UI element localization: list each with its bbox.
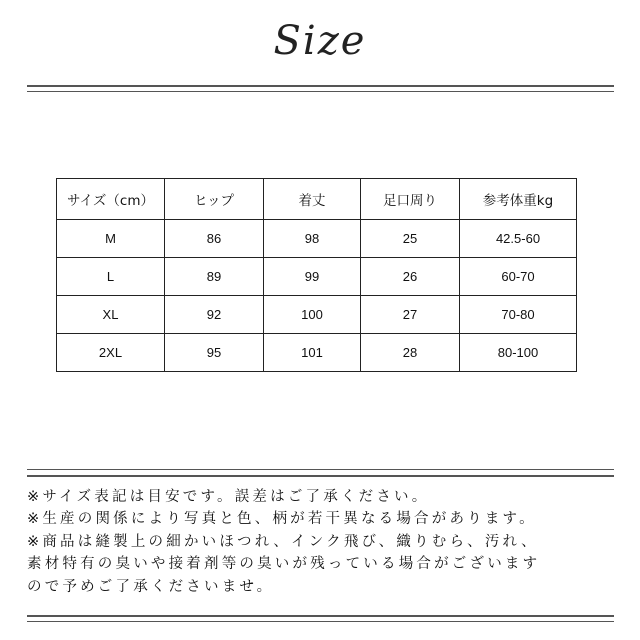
page-title: Size [273,18,367,64]
cell-length: 101 [264,334,361,372]
divider-top-thin [27,91,614,92]
cell-leg-opening: 25 [361,220,460,258]
note-line: ※生産の関係により写真と色、柄が若干異なる場合があります。 [27,511,537,528]
table-row [57,296,577,334]
table-row [57,334,577,372]
table-row [57,220,577,258]
cell-weight: 42.5-60 [460,220,577,258]
cell-hip: 95 [165,334,264,372]
table-row [57,258,577,296]
header-hip: ヒップ [165,179,264,220]
note-line: ので予めご了承くださいませ。 [27,578,275,595]
cell-hip: 86 [165,220,264,258]
note-line: 素材特有の臭いや接着剤等の臭いが残っている場合がございます [27,556,541,573]
cell-length: 100 [264,296,361,334]
cell-length: 99 [264,258,361,296]
divider-bottom-thick [27,615,614,617]
header-leg-opening: 足口周り [361,179,460,220]
cell-size: M [57,220,165,258]
note-line: ※商品は縫製上の細かいほつれ、インク飛び、織りむら、汚れ、 [27,533,539,550]
size-table [56,178,577,372]
divider-notes-top-thin [27,469,614,470]
cell-leg-opening: 28 [361,334,460,372]
header-weight: 参考体重kg [460,179,577,220]
divider-notes-top-thick [27,475,614,477]
table-header-row [57,179,577,220]
cell-weight: 80-100 [460,334,577,372]
cell-hip: 89 [165,258,264,296]
cell-length: 98 [264,220,361,258]
divider-top-thick [27,85,614,87]
divider-bottom-thin [27,621,614,622]
cell-size: 2XL [57,334,165,372]
header-size: サイズ（cm） [57,179,165,220]
cell-size: XL [57,296,165,334]
notes-block [27,486,627,598]
cell-weight: 60-70 [460,258,577,296]
cell-size: L [57,258,165,296]
note-line: ※サイズ表記は目安です。誤差はご了承ください。 [27,489,430,505]
cell-weight: 70-80 [460,296,577,334]
header-length: 着丈 [264,179,361,220]
cell-hip: 92 [165,296,264,334]
cell-leg-opening: 26 [361,258,460,296]
cell-leg-opening: 27 [361,296,460,334]
